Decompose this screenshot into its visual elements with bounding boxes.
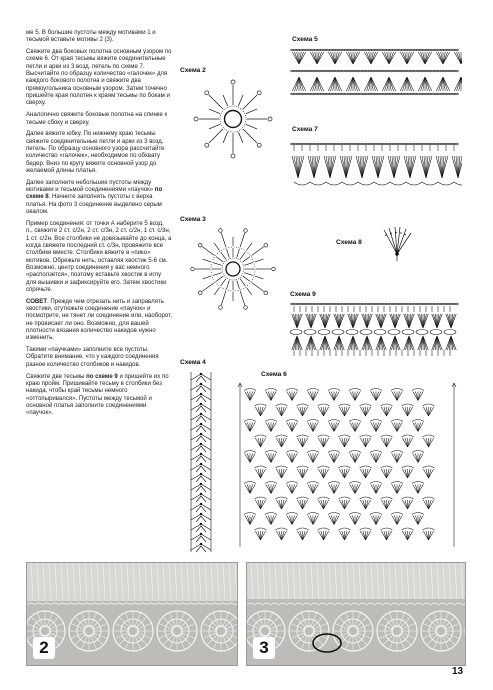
photo-2	[26, 562, 238, 666]
schema-9-tape-diagram	[286, 298, 462, 360]
schema-7-label: Схема 7	[292, 126, 318, 133]
page-number: 13	[452, 666, 464, 677]
schema-2-label: Схема 2	[180, 67, 206, 74]
paragraph-4: Далее вяжите юбку. По нижнему краю тесьмы свяжите соединительные петли и арки из 3 возд. петель. По образцу основного узора рассчитайте количество «галочек», необходимое по обхвату бедер. Вниз по кругу вяжите основной узор до желаемой длины платья.	[26, 131, 165, 175]
schema-9-label: Схема 9	[290, 291, 316, 298]
schema-5-border-diagram	[286, 44, 462, 98]
paragraph-1: ме 5. В большие пустоты между мотивами 1 и тесьмой вставьте мотивы 2 (3).	[26, 30, 156, 44]
schema-3-label: Схема 3	[180, 216, 206, 223]
photo-3-lace-image	[247, 563, 466, 666]
schema-4-label: Схема 4	[180, 359, 206, 366]
instructions-column	[26, 30, 172, 422]
schema-8-label: Схема 8	[336, 239, 362, 246]
paragraph-2: Свяжите два боковых полотна основным узором по схеме 6. От края тесьмы вяжите соединительные петли и арки из 3 возд. петель по схеме 7. Высчитайте по образцу количество «галочек» для каждого бокового полотна и свяжите два прямоугольника основным узором. Затем точечно пришейте края полотен к краям тесьмы по бокам и сверху.	[26, 49, 172, 107]
paragraph-6: Пример соединения: от точки А наберите 5 возд. п., свяжите 2 ст. с/2н, 2 ст. с/3н, 2 ст. с/2н, 1 ст. с/3н, 1 ст. с/2н. Все столбики не довязывайте до конца, а когда свяжете последний ст. с/3н, провяжите все столбики вместе. Столбики вяжите в «пико» мотивов. Обрежьте нить, оставляя хвостик 5-6 см. Возможно, центр соединения у вас немного «расползется», поэтому вставьте хвостик в иглу для вышивки и зафиксируйте его. Затем хвостики спрячьте.	[26, 220, 172, 293]
schema-5-label: Схема 5	[292, 36, 318, 43]
schema-8-spider-diagram	[378, 224, 416, 264]
photo-2-number: 2	[33, 637, 55, 659]
paragraph-9: Свяжите две тесьмы по схеме 9 и пришейте их по краю пройм. Пришивайте тесьму в столбики без накида, чтобы край тесьмы немного «оттопыривался». Пустоты между тесьмой и основной платья заполните соединениями «паучок».	[26, 373, 169, 417]
paragraph-5: Далее заполните небольшие пустоты между мотивами и тесьмой соединениями «паучок» по схеме 8. Начните заполнять пустоты с верха платья. На фото 3 соединение выделено серым овалом.	[26, 179, 163, 216]
paragraph-advice: СОВЕТ. Прежде чем отрезать нить и заправлять хвостики, отутюжьте соединение «паучок» и посмотрите, не тянет ли соединение или, наоборот, не провисает ли оно. Возможно, для вашей плотности вязания количество накидов нужно изменить.	[26, 298, 172, 342]
paragraph-8: Такими «паучками» заполните все пустоты. Обратите внимание, что у каждого соединения разное количество столбиков и накидов.	[26, 347, 159, 368]
schema-6-main-pattern-diagram	[236, 381, 460, 551]
schema-4-braid-diagram	[188, 368, 214, 554]
schema-3-motif-diagram	[190, 224, 276, 314]
paragraph-3: Аналогично свяжите боковые полотна на спинке к тесьме сбоку и сверху.	[26, 112, 168, 126]
photo-3	[246, 562, 466, 666]
photo-3-number: 3	[253, 637, 275, 659]
schema-2-motif-diagram	[193, 76, 273, 160]
photo-2-lace-image	[27, 563, 238, 666]
schema-6-label: Схема 6	[261, 371, 287, 378]
schema-7-edging-diagram	[286, 134, 462, 190]
